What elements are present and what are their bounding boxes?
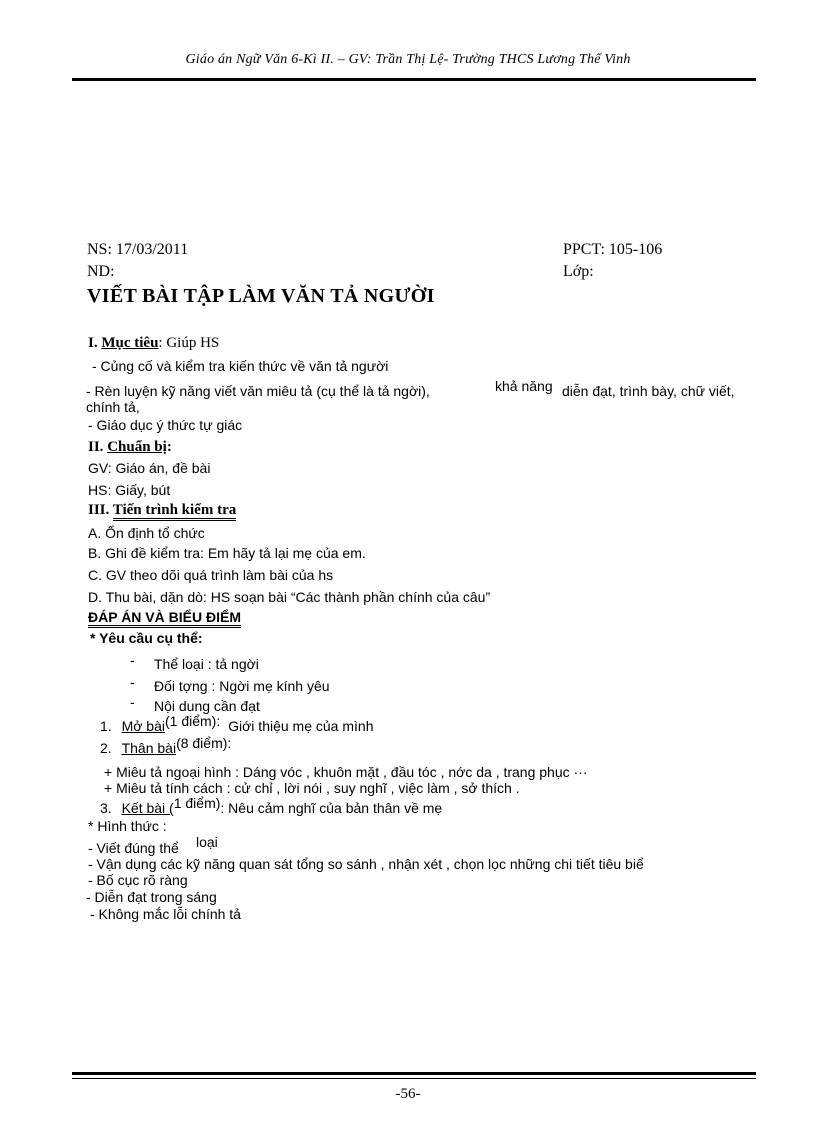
objective-item-fragment: khả năng [495,378,553,394]
form-item-fragment: loại [196,834,218,850]
section-1-title: Mục tiêu [101,335,159,351]
part-1-num: 1. [100,718,112,734]
objective-item: - Rèn luyện kỹ năng viết văn miêu tả (cụ thể là tả ngời), [86,383,430,399]
section-1-heading [88,335,219,352]
objective-item-fragment: diễn đạt, trình bày, chữ viết, [562,383,735,399]
answer-heading-text: ĐÁP ÁN VÀ BIỂU ĐIỂM [88,609,241,628]
form-item: - Diễn đạt trong sáng [86,889,217,905]
section-2-heading [88,439,172,456]
form-item: - Bố cục rõ ràng [88,872,188,888]
part-3 [100,795,443,816]
objective-item: - Giáo dục ý thức tự giác [88,417,243,433]
bullet-item: Nội dung cần đạt [154,698,260,714]
section-2-num: II. [88,439,108,455]
part-3-text: : Nêu cảm nghĩ của bản thân về mẹ [220,800,443,816]
bullet-dash: - [130,694,135,710]
bullet-dash: - [130,674,135,690]
form-item: - Không mắc lỗi chính tả [90,906,241,922]
part-1 [100,713,374,734]
section-3-title: Tiến trình kiểm tra [113,502,236,521]
ns-date: NS: 17/03/2011 [87,241,189,258]
requirements-heading: * Yêu cầu cụ thể: [90,630,203,646]
objective-item-fragment: chính tả, [86,399,140,415]
footer-rule-thin [72,1078,756,1079]
part-1-points: (1 điểm): [165,713,221,729]
part-3-points: 1 điểm) [173,795,221,811]
header-rule [72,78,756,81]
form-item: - Vận dụng các kỹ năng quan sát tổng so sánh , nhận xét , chọn lọc những chi tiết tiêu biể [88,856,644,872]
page-title: VIẾT BÀI TẬP LÀM VĂN TẢ NGƯỜI [87,285,435,307]
form-item: - Viết đúng thể [88,840,179,856]
section-2-rest: : [166,439,172,455]
lop: Lớp: [563,263,594,280]
form-heading: * Hình thức : [88,818,167,834]
part-1-label: Mở bài [121,718,165,734]
section-2-title: Chuẩn bị [107,439,167,455]
section-1-rest: : Giúp HS [158,335,220,351]
section-3-num: III. [88,502,113,518]
procedure-item: B. Ghi đề kiểm tra: Em hãy tả lại mẹ của em. [88,545,366,561]
procedure-item: D. Thu bài, dặn dò: HS soạn bài “Các thành phần chính của câu” [88,589,491,605]
part-2-points: (8 điểm): [176,735,232,751]
objective-item: - Củng cố và kiểm tra kiến thức về văn tả người [92,358,389,374]
page-header: Giáo án Ngữ Văn 6-Kì II. – GV: Trần Thị Lệ- Trường THCS Lương Thế Vinh [185,52,631,67]
answer-heading [88,609,241,625]
footer-rule-thick [72,1072,756,1075]
procedure-item: A. Ổn định tổ chức [88,525,205,541]
section-3-heading [88,502,236,519]
prep-item: GV: Giáo án, đề bài [88,460,211,476]
part-2-num: 2. [100,740,112,756]
prep-item: HS: Giấy, bút [88,482,171,498]
part-2-label: Thân bài [121,740,177,756]
body-line: + Miêu tả tính cách : cử chỉ , lời nói , suy nghĩ , việc làm , sở thích . [104,780,520,796]
part-1-text: Giới thiệu mẹ của mình [228,718,374,734]
page-number: -56- [395,1086,421,1102]
part-2 [100,735,232,756]
section-1-num: I. [88,335,102,351]
part-3-num: 3. [100,800,112,816]
bullet-item: Thể loại : tả ngời [154,656,259,672]
bullet-dash: - [130,652,135,668]
ppct: PPCT: 105-106 [563,241,663,258]
part-3-label: Kết bài ( [121,800,174,816]
procedure-item: C. GV theo dõi quá trình làm bài của hs [88,567,334,583]
bullet-item: Đối tợng : Ngời mẹ kính yêu [154,678,330,694]
nd-date: ND: [87,263,115,280]
body-line: + Miêu tả ngoại hình : Dáng vóc , khuôn mặt , đầu tóc , nớc da , trang phục ··· [104,764,588,780]
